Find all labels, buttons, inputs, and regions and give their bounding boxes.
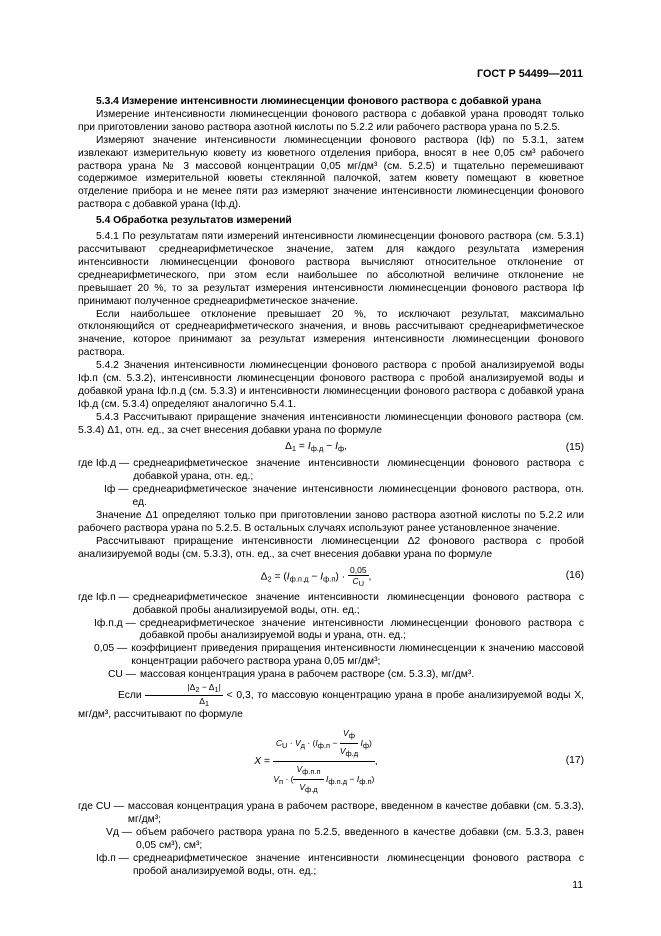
definition-text: массовая концентрация урана в рабочем растворе, введенном в качестве добавки (см. 5.3.3), мг/дм³; (127, 800, 584, 825)
paragraph-543: 5.4.3 Рассчитывают приращение значения интенсивности люминесценции фонового раствора (см. 5.3.4) Δ1, отн. ед., за счет внесения добавки урана по формуле (78, 411, 584, 436)
definition-text: среднеарифметическое значение интенсивности люминесценции фонового раствора с добавкой пробы анализируемой воды, отн. ед.; (132, 591, 584, 616)
section-heading-534: 5.3.4 Измерение интенсивности люминесценции фонового раствора с добавкой урана (96, 96, 542, 107)
formula-15: $\Delta_1 = I_{ф.д} - I_ф$, (285, 440, 347, 453)
definition-item (78, 643, 584, 669)
definition-text: объем рабочего раствора урана по 5.2.5, введенного в качестве добавки (см. 5.3.3, равен 0,05 см³), см³; (136, 826, 584, 851)
equation-17 (78, 728, 584, 795)
definition-symbol: Vд — (106, 826, 133, 838)
equation-number-16: (16) (565, 570, 584, 582)
definition-item (78, 458, 584, 484)
paragraph-542: 5.4.2 Значения интенсивности люминесценции фонового раствора с пробой анализируемой воды Iф.п (см. 5.3.2), интенсивности люминесценции фонового раствора с пробой анализируемой воды и добавкой урана Iф.п.д (см. 5.3.3) и интенсивности люминесценции фонового раствора с добавкой урана Iф.д (см. 5.3.4) определяют аналогично 5.4.1. (78, 360, 584, 410)
definition-text: массовая концентрация урана в рабочем растворе (см. 5.3.3), мг/дм³. (140, 669, 475, 681)
equation-16 (78, 565, 584, 589)
definition-text: среднеарифметическое значение интенсивности люминесценции фонового раствора с добавкой урана, отн. ед.; (133, 458, 584, 483)
definition-item (78, 827, 584, 853)
definition-symbol: где Iф.п — (78, 591, 129, 603)
paragraph-delta1: Значение Δ1 определяют только при приготовлении заново раствора азотной кислоты по 5.2.2 или рабочего раствора урана по 5.2.5. В остальных случаях используют ранее установленное значение. (78, 510, 584, 534)
page-number: 11 (572, 880, 583, 891)
paragraph-541: 5.4.1 По результатам пяти измерений интенсивности люминесценции фонового раствора (см. 5.3.1) рассчитывают среднеарифметическое значение, затем для каждого результата измерения интенсивности люминесценции фонового раствора вычисляют относительное отклонение от среднеарифметического, при этом если наибольшее по абсолютной величине отклонение не превышает 20 %, то за результат измерения интенсивности люминесценции фонового раствора Iф принимают полученное среднеарифметическое значение. (78, 231, 584, 307)
definition-symbol: 0,05 — (94, 643, 128, 655)
condition-lead: Если (118, 690, 142, 702)
paragraph-condition (78, 682, 584, 722)
document-header: ГОСТ Р 54499—2011 (477, 68, 583, 80)
definition-symbol: CU — (108, 669, 137, 681)
formula-17: X = $C_U \cdot V_д \cdot (I_{ф.п}$ − $\frac{V_ф}{V_{ф.д}}$ $I_ф$) $V_п$ · ( $\frac{V_{ф.п.п}}{V_{ф.д}}$ $I_{ф.п.д} - I_{ф.п}$) , (254, 727, 378, 794)
paragraph-534-2: Измеряют значение интенсивности люминесценции фонового раствора (Iф) по 5.3.1, затем извлекают измерительную кювету из кюветного отделения прибора, вносят в нее 0,05 см³ рабочего раствора урана № 3 массовой концентрации 0,05 мг/дм³ (см. 5.2.5) и тщательно перемешивают содержимое измерительной кюветы стеклянной палочкой, затем кювету помещают в кюветное отделение прибора и не менее пяти раз измеряют значение интенсивности люминесценции фонового раствора с добавкой урана (Iф.д). (78, 134, 584, 211)
definition-symbol: где CU — (78, 800, 124, 812)
definition-item (78, 592, 584, 618)
paragraph-534-1: Измерение интенсивности люминесценции фонового раствора с добавкой урана проводят только при приготовлении заново раствора азотной кислоты по 5.2.2 или рабочего раствора урана по 5.2.5. (78, 108, 584, 133)
condition-ratio: $\frac{|\Delta_2 - \Delta_1|}{\Delta_1}$ (145, 682, 222, 709)
paragraph-541b: Если наибольшее отклонение превышает 20 %, то исключают результат, максимально отклоняющийся от среднеарифметического значения, и вновь рассчитывают среднеарифметическое значение, которое принимают за результат измерения интенсивности люминесценции фонового раствора. (78, 308, 584, 359)
paragraph-delta2: Рассчитывают приращение интенсивности люминесценции Δ2 фонового раствора с пробой анализируемой воды (см. 5.3.3), отн. ед., за счет внесения добавки урана по формуле (78, 535, 584, 560)
definition-symbol: где Iф.д — (78, 458, 130, 470)
definition-text: среднеарифметическое значение интенсивности люминесценции фонового раствора, отн. ед. (132, 484, 584, 509)
definition-text: среднеарифметическое значение интенсивности люминесценции фонового раствора с добавкой пробы анализируемой воды и урана, отн. ед.; (139, 617, 584, 642)
equation-number-15: (15) (565, 441, 584, 453)
definition-item (78, 484, 584, 510)
definition-symbol: Iф — (104, 484, 129, 496)
definition-item (78, 801, 584, 827)
condition-rest: < 0,3, то массовую концентрацию урана в пробе анализируемой воды X, мг/дм³, рассчитывают по формуле (78, 690, 584, 721)
equation-15 (78, 441, 584, 456)
document-body (78, 96, 584, 878)
definition-item (78, 853, 584, 879)
definition-symbol: Iф.п — (96, 852, 129, 864)
definition-text: коэффициент приведения приращения интенсивности люминесценции к значению массовой концентрации рабочего раствора урана 0,05 мг/дм³; (131, 643, 584, 668)
equation-number-17: (17) (565, 755, 584, 767)
section-heading-54: 5.4 Обработка результатов измерений (96, 215, 292, 227)
definition-text: среднеарифметическое значение интенсивности люминесценции фонового раствора с пробой анализируемой воды, отн. ед.; (132, 852, 584, 877)
definition-symbol: Iф.п.д — (94, 617, 136, 629)
definition-item (78, 618, 584, 644)
definition-item (78, 669, 584, 682)
formula-16: $\Delta_2 = (I_{ф.п.д} - I_{ф.п})$ · $\frac{0,05}{C_U}$ , (260, 564, 372, 588)
